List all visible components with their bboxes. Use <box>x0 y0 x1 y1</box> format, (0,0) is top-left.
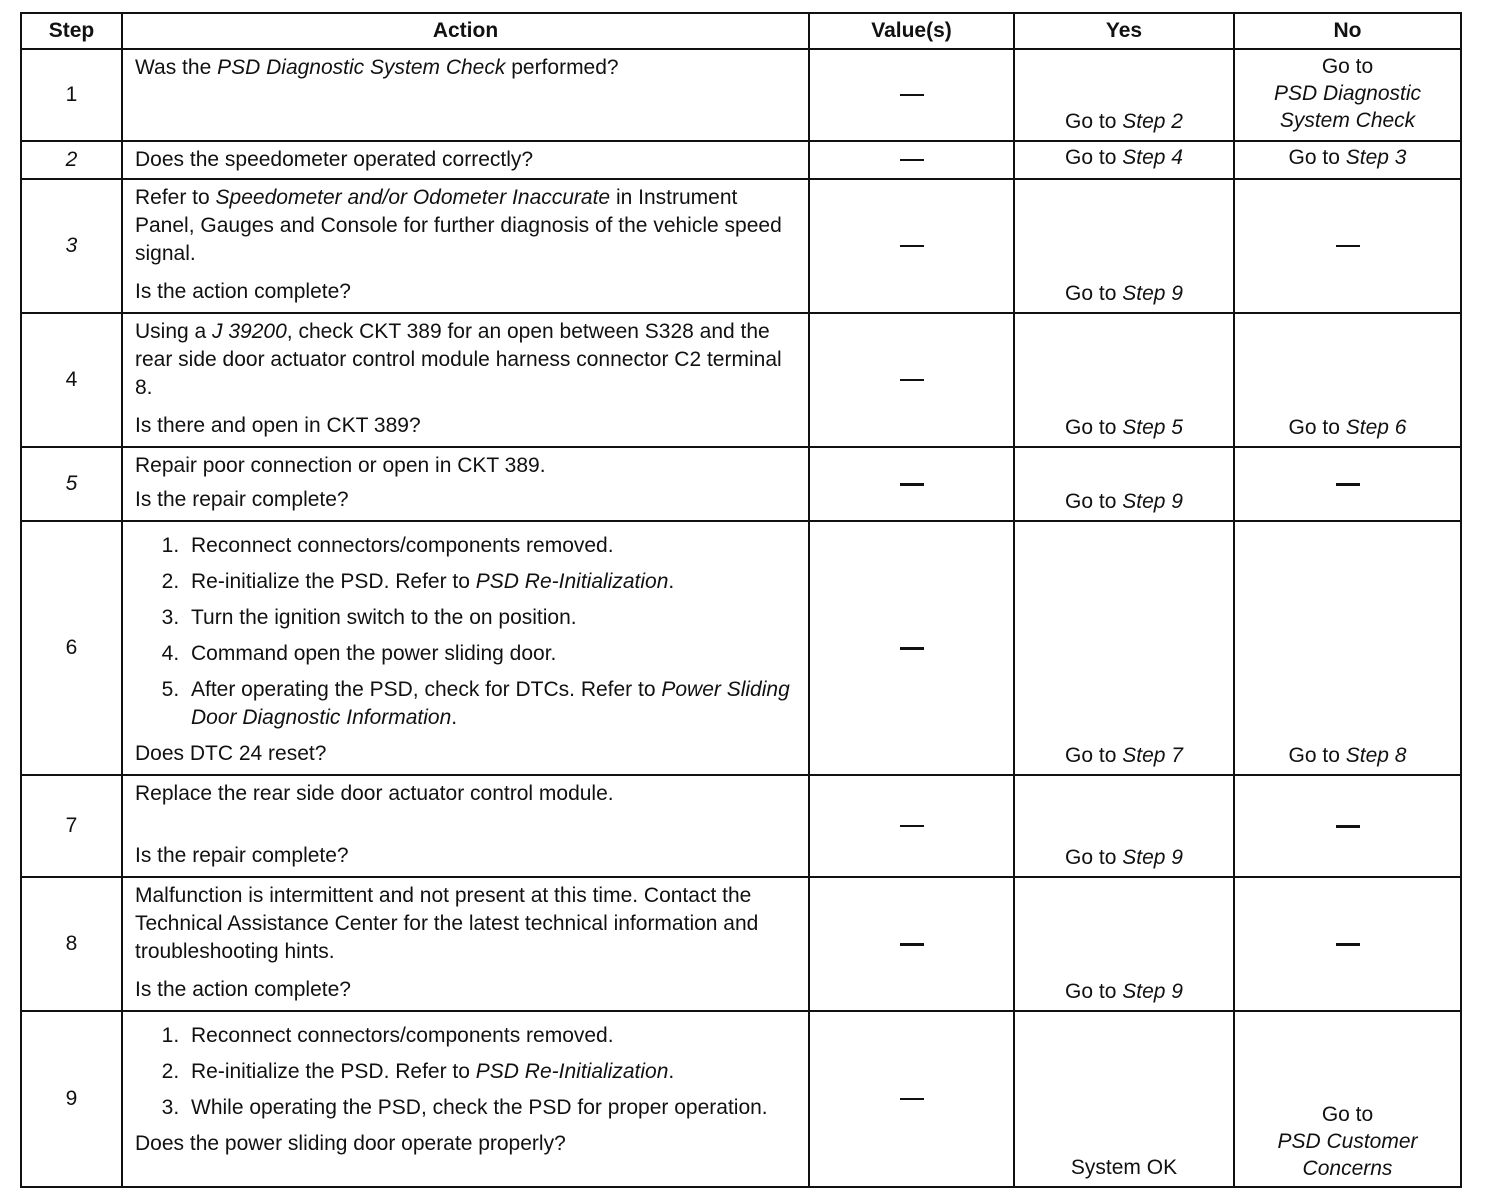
dash-mark <box>900 483 924 486</box>
table-row <box>21 447 1461 521</box>
value-cell <box>809 877 1014 1011</box>
step-number: 1 <box>21 49 122 141</box>
dash-mark <box>900 159 924 161</box>
step-number: 5 <box>21 447 122 521</box>
header-values: Value(s) <box>809 13 1014 49</box>
yes-cell: Go to Step 2 <box>1014 49 1234 141</box>
no-cell <box>1234 877 1461 1011</box>
no-cell: Go to Step 3 <box>1234 141 1461 179</box>
list-item: 1. Reconnect connectors/components removed. <box>185 1022 798 1050</box>
yes-cell: Go to Step 9 <box>1014 775 1234 877</box>
dash-mark <box>1336 245 1360 247</box>
yes-cell: System OK <box>1014 1011 1234 1187</box>
procedure-list <box>135 532 798 732</box>
dash-mark <box>900 825 924 827</box>
dash-mark <box>1336 483 1360 486</box>
action-text: Was the PSD Diagnostic System Check performed? <box>135 56 619 79</box>
value-cell <box>809 179 1014 313</box>
no-cell: Go to Step 8 <box>1234 521 1461 775</box>
no-cell <box>1234 179 1461 313</box>
yes-cell: Go to Step 9 <box>1014 179 1234 313</box>
dash-mark <box>1336 943 1360 946</box>
dash-mark <box>900 943 924 946</box>
list-item: 3. While operating the PSD, check the PSD for proper operation. <box>185 1094 798 1122</box>
action-cell <box>122 521 809 775</box>
no-cell <box>1234 775 1461 877</box>
list-item: 4. Command open the power sliding door. <box>185 640 798 668</box>
action-question: Is there and open in CKT 389? <box>135 414 421 437</box>
table-row <box>21 521 1461 775</box>
diagnostic-document <box>20 12 1460 1188</box>
action-text: Replace the rear side door actuator control module. <box>135 782 614 805</box>
no-cell: Go to PSD Diagnostic System Check <box>1234 49 1461 141</box>
yes-cell: Go to Step 7 <box>1014 521 1234 775</box>
action-question: Is the repair complete? <box>135 844 349 867</box>
action-cell <box>122 775 809 877</box>
yes-cell: Go to Step 5 <box>1014 313 1234 447</box>
yes-cell: Go to Step 4 <box>1014 141 1234 179</box>
value-cell <box>809 1011 1014 1187</box>
no-cell <box>1234 447 1461 521</box>
dash-mark <box>900 647 924 650</box>
header-action: Action <box>122 13 809 49</box>
value-cell <box>809 447 1014 521</box>
table-row <box>21 1011 1461 1187</box>
step-number: 2 <box>21 141 122 179</box>
action-text: Malfunction is intermittent and not present at this time. Contact the Technical Assistance Center for the latest technical information and troubleshooting hints. <box>135 884 759 963</box>
action-cell <box>122 179 809 313</box>
action-cell <box>122 877 809 1011</box>
table-row <box>21 877 1461 1011</box>
value-cell <box>809 49 1014 141</box>
step-number: 6 <box>21 521 122 775</box>
step-number: 7 <box>21 775 122 877</box>
step-number: 4 <box>21 313 122 447</box>
list-item: 5. After operating the PSD, check for DTCs. Refer to Power Sliding Door Diagnostic Information. <box>185 676 798 732</box>
dash-mark <box>900 379 924 381</box>
list-item: 2. Re-initialize the PSD. Refer to PSD Re-Initialization. <box>185 568 798 596</box>
dash-mark <box>1336 825 1360 828</box>
action-cell <box>122 313 809 447</box>
action-question: Does the speedometer operated correctly? <box>135 148 534 171</box>
diagnostic-table <box>20 12 1462 1188</box>
action-cell <box>122 1011 809 1187</box>
list-item: 1. Reconnect connectors/components removed. <box>185 532 798 560</box>
action-question: Is the repair complete? <box>135 488 349 511</box>
action-question: Does DTC 24 reset? <box>135 742 327 765</box>
value-cell <box>809 775 1014 877</box>
action-question: Does the power sliding door operate properly? <box>135 1132 566 1155</box>
action-text: Using a J 39200, check CKT 389 for an open between S328 and the rear side door actuator control module harness connector C2 terminal 8. <box>135 320 782 399</box>
dash-mark <box>900 94 924 96</box>
action-question: Is the action complete? <box>135 280 351 303</box>
dash-mark <box>900 245 924 247</box>
step-number: 3 <box>21 179 122 313</box>
header-yes: Yes <box>1014 13 1234 49</box>
list-item: 2. Re-initialize the PSD. Refer to PSD Re-Initialization. <box>185 1058 798 1086</box>
header-step: Step <box>21 13 122 49</box>
action-cell <box>122 49 809 141</box>
action-text: Refer to Speedometer and/or Odometer Inaccurate in Instrument Panel, Gauges and Console for further diagnosis of the vehicle speed signal. <box>135 186 782 265</box>
no-cell: Go to PSD Customer Concerns <box>1234 1011 1461 1187</box>
value-cell <box>809 141 1014 179</box>
action-text: Repair poor connection or open in CKT 389. <box>135 454 546 477</box>
table-row <box>21 313 1461 447</box>
action-question: Is the action complete? <box>135 978 351 1001</box>
dash-mark <box>900 1098 924 1100</box>
table-row <box>21 49 1461 141</box>
list-item: 3. Turn the ignition switch to the on position. <box>185 604 798 632</box>
action-cell <box>122 447 809 521</box>
yes-cell: Go to Step 9 <box>1014 877 1234 1011</box>
yes-cell: Go to Step 9 <box>1014 447 1234 521</box>
procedure-list <box>135 1022 798 1122</box>
header-row <box>21 13 1461 49</box>
value-cell <box>809 313 1014 447</box>
header-no: No <box>1234 13 1461 49</box>
step-number: 9 <box>21 1011 122 1187</box>
step-number: 8 <box>21 877 122 1011</box>
action-cell <box>122 141 809 179</box>
table-row <box>21 141 1461 179</box>
table-row <box>21 179 1461 313</box>
value-cell <box>809 521 1014 775</box>
table-row <box>21 775 1461 877</box>
no-cell: Go to Step 6 <box>1234 313 1461 447</box>
